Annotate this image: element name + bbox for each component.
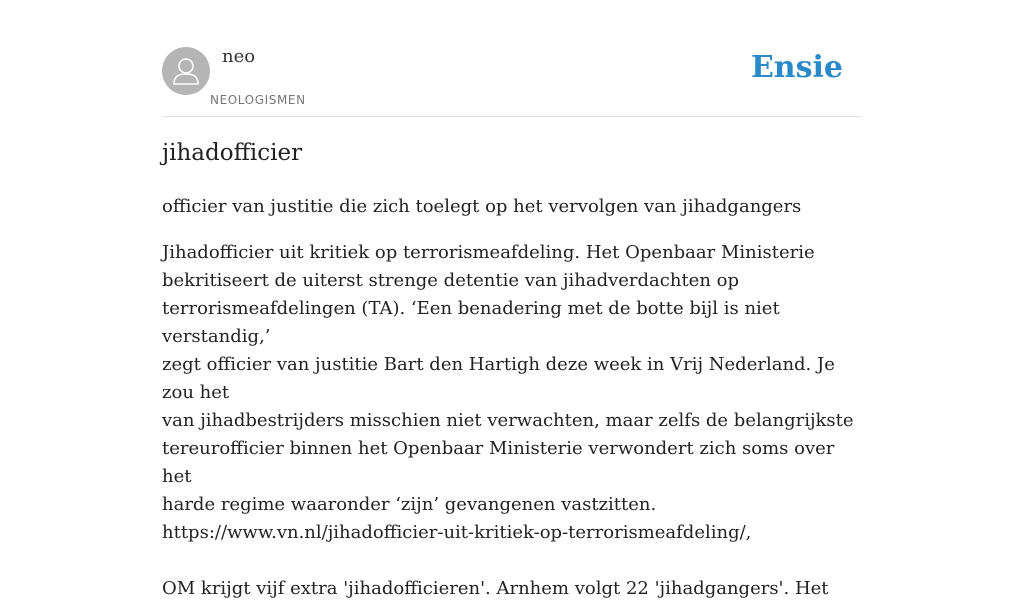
description-line: van jihadbestrijders misschien niet verwachten, maar zelfs de belangrijkste [162,410,854,431]
second-paragraph: OM krijgt vijf extra 'jihadofficieren'. Arnhem volgt 22 'jihadgangers'. Het [162,578,829,599]
paragraph-gap [162,547,862,575]
description-line: harde regime waaronder ‘zijn’ gevangenen vastzitten. [162,494,657,515]
description-line: Jihadofficier uit kritiek op terrorismeafdeling. Het Openbaar Ministerie [162,242,815,263]
description-line: tereurofficier binnen het Openbaar Ministerie verwondert zich soms over het [162,438,835,487]
user-avatar-icon[interactable] [162,47,210,95]
entry-title: jihadofficier [162,140,303,166]
description-line: zegt officier van justitie Bart den Hartigh deze week in Vrij Nederland. Je zou het [162,354,835,403]
site-logo[interactable]: Ensie [750,50,843,85]
entry-definition: officier van justitie die zich toelegt op het vervolgen van jihadgangers [162,196,802,217]
entry-page [162,0,862,599]
category-label[interactable]: NEOLOGISMEN [210,93,306,107]
description-line: bekritiseert de uiterst strenge detentie van jihadverdachten op [162,270,740,291]
source-link[interactable]: https://www.vn.nl/jihadofficier-uit-kritiek-op-terrorismeafdeling/, [162,522,752,543]
description-line: terrorismeafdelingen (TA). ‘Een benadering met de botte bijl is niet verstandig,’ [162,298,780,347]
entry-header [162,0,862,117]
author-name[interactable]: neo [222,46,256,67]
entry-description [162,239,862,603]
